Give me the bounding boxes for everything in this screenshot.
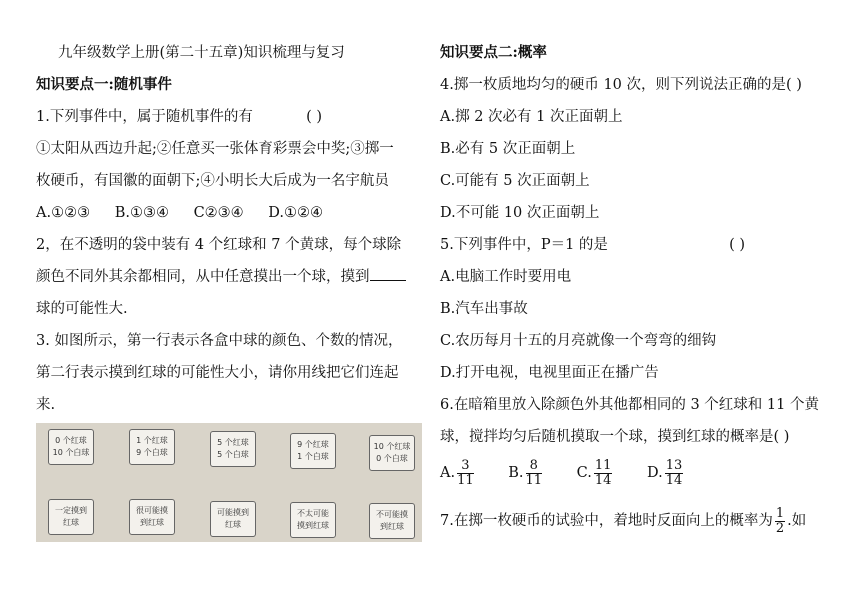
q6-option-d: D. $\frac{13}{14}$ (647, 457, 683, 488)
q7-text: 7.在掷一枚硬币的试验中，着地时反面向上的概率为 (440, 513, 773, 529)
q6-option-a: A. $\frac{3}{11}$ (440, 457, 474, 488)
q3-matching-photo (36, 423, 422, 542)
q6-line1: 6.在暗箱里放入除颜色外其他都相同的 3 个红球和 11 个黄 (440, 397, 819, 413)
page-title: 九年级数学上册(第二十五章)知识梳理与复习 (58, 45, 345, 61)
bottom-box-2: 很可能摸 到红球 (129, 499, 175, 535)
q6-option-b: B. $\frac{8}{11}$ (508, 457, 543, 488)
q1-option-b: B.①③④ (114, 205, 169, 221)
top-box-2: 1 个红球 9 个白球 (129, 429, 175, 465)
q1-option-a: A.①②③ (36, 205, 91, 221)
q4-option-c: C.可能有 5 次正面朝上 (440, 173, 590, 189)
q5-stem (440, 236, 745, 254)
q7-tail: .如 (787, 513, 807, 529)
bottom-box-1: 一定摸到 红球 (48, 499, 94, 535)
q1-option-c: C②③④ (193, 205, 244, 221)
section-heading-1: 知识要点一:随机事件 (36, 76, 172, 93)
bottom-box-5: 不可能摸 到红球 (369, 503, 415, 539)
q2-line2-text: 颜色不同外其余都相同，从中任意摸出一个球，摸到 (36, 269, 370, 285)
q4-option-b: B.必有 5 次正面朝上 (440, 141, 576, 157)
q7-line1 (440, 504, 806, 538)
q6-line2: 球，搅拌均匀后随机摸取一个球，摸到红球的概率是( ) (440, 429, 790, 445)
top-box-1: 0 个红球 10 个白球 (48, 429, 94, 465)
q5-option-d: D.打开电视，电视里面正在播广告 (440, 365, 659, 381)
q5-stem-text: 5.下列事件中，P＝1 的是 (440, 237, 608, 253)
q7-fraction: $\frac{1}{2}$ (775, 505, 785, 536)
q4-stem: 4.掷一枚质地均匀的硬币 10 次，则下列说法正确的是( ) (440, 77, 802, 93)
section-heading-2: 知识要点二:概率 (440, 44, 547, 61)
q4-option-d: D.不可能 10 次正面朝上 (440, 205, 600, 221)
q1-line3: 枚硬币，有国徽的面朝下;④小明长大后成为一名宇航员 (36, 173, 389, 189)
top-box-5: 10 个红球 0 个白球 (369, 435, 415, 471)
bottom-box-4: 不太可能 摸到红球 (290, 502, 336, 538)
q1-options (36, 204, 343, 222)
q1-stem-text: 1.下列事件中，属于随机事件的有 (36, 109, 253, 125)
q4-option-a: A.掷 2 次必有 1 次正面朝上 (440, 109, 623, 125)
q5-option-c: C.农历每月十五的月亮就像一个弯弯的细钩 (440, 333, 717, 349)
q5-option-b: B.汽车出事故 (440, 301, 528, 317)
q1-stem (36, 108, 322, 126)
q2-line3: 球的可能性大. (36, 301, 128, 317)
q5-option-a: A.电脑工作时要用电 (440, 269, 572, 285)
top-box-3: 5 个红球 5 个白球 (210, 431, 256, 467)
q3-line3: 来. (36, 397, 56, 413)
q6-options (440, 456, 705, 490)
q2-line1: 2，在不透明的袋中装有 4 个红球和 7 个黄球，每个球除 (36, 237, 402, 253)
q2-answer-blank (370, 268, 406, 281)
q1-option-d: D.①②④ (268, 205, 323, 221)
top-box-4: 9 个红球 1 个白球 (290, 433, 336, 469)
bottom-box-3: 可能摸到 红球 (210, 501, 256, 537)
q6-option-c: C. $\frac{11}{14}$ (576, 457, 612, 488)
q2-line2 (36, 268, 406, 286)
q3-line1: 3. 如图所示，第一行表示各盒中球的颜色、个数的情况， (36, 333, 403, 349)
q5-answer-bracket: ( ) (729, 237, 746, 253)
q1-answer-bracket: ( ) (306, 109, 322, 125)
q3-line2: 第二行表示摸到红球的可能性大小，请你用线把它们连起 (36, 365, 399, 381)
q1-line2: ①太阳从西边升起;②任意买一张体育彩票会中奖;③掷一 (36, 141, 394, 157)
